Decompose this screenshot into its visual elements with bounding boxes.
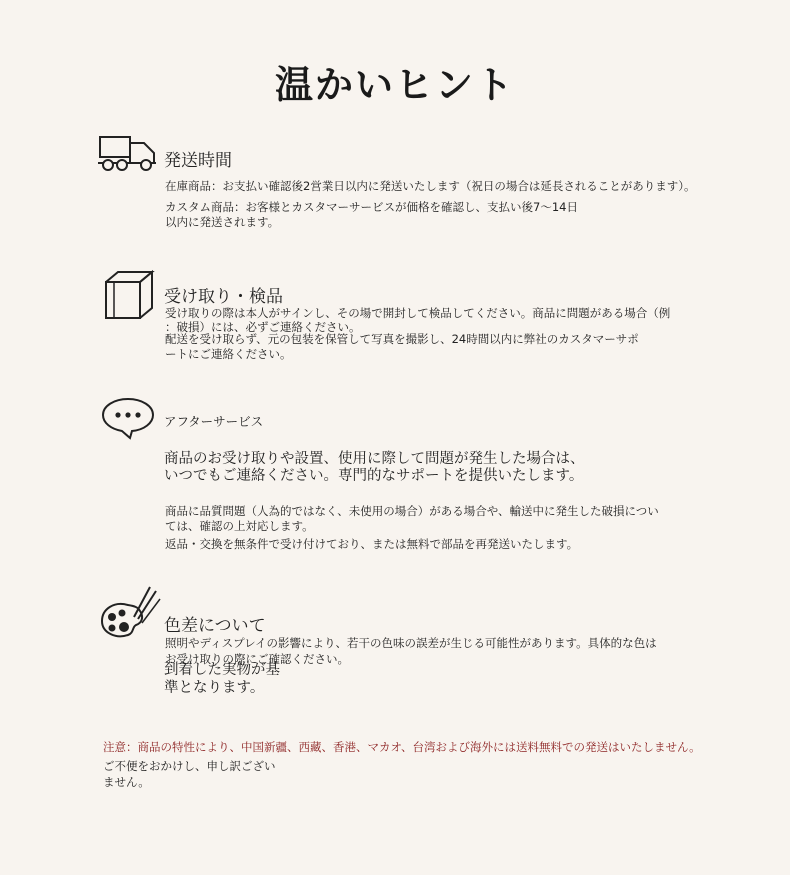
- after-sales-line-2: ては、確認の上対応します。: [165, 519, 314, 533]
- section-heading-receiving: 受け取り・検品: [164, 287, 283, 307]
- section-heading-after-sales: アフターサービス: [164, 414, 264, 429]
- page-title: 温かいヒント: [274, 63, 515, 107]
- after-sales-line-1: 商品に品質問題（人為的ではなく、未使用の場合）がある場合や、輸送中に発生した破損につい: [165, 504, 659, 518]
- receiving-line-2: ：破損）には、必ずご連絡ください。: [165, 320, 361, 334]
- after-sales-big-line-2: いつでもご連絡ください。専門的なサポートを提供いたします。: [164, 468, 584, 484]
- color-line-1: 照明やディスプレイの影響により、若干の色味の誤差が生じる可能性があります。具体的な色は: [165, 636, 657, 650]
- section-heading-shipping: 発送時間: [164, 151, 232, 171]
- notice-red-text: 注意：商品の特性により、中国新疆、西藏、香港、マカオ、台湾および海外には送料無料での発送はいたしません。: [103, 740, 701, 754]
- shipping-line-1: 在庫商品：お支払い確認後2営業日以内に発送いたします（祝日の場合は延長されることがあります）。: [165, 179, 696, 193]
- palette-icon: [98, 583, 162, 641]
- speech-bubble-icon: [100, 396, 156, 440]
- after-sales-line-3: 返品・交換を無条件で受け付けており、または無料で部品を再発送いたします。: [165, 537, 579, 551]
- shipping-line-2: カスタム商品：お客様とカスタマーサービスが価格を確認し、支払い後7〜14日: [165, 200, 578, 214]
- color-big-line-2: 準となります。: [164, 680, 265, 696]
- receiving-line-1: 受け取りの際は本人がサインし、その場で開封して検品してください。商品に問題がある場合（例: [165, 306, 671, 320]
- notice-apology-line-2: ません。: [103, 775, 150, 789]
- truck-icon: [96, 133, 160, 173]
- after-sales-big-line-1: 商品のお受け取りや設置、使用に際して問題が発生した場合は、: [164, 451, 585, 467]
- color-big-line-1: 到着した実物が基: [164, 662, 280, 678]
- box-icon: [100, 268, 158, 320]
- receiving-line-3: 配送を受け取らず、元の包装を保管して写真を撮影し、24時間以内に弊社のカスタマーサポ: [165, 332, 639, 346]
- receiving-line-4: ートにご連絡ください。: [165, 347, 292, 361]
- notice-apology-line-1: ご不便をおかけし、申し訳ござい: [103, 759, 276, 773]
- shipping-line-3: 以内に発送されます。: [165, 215, 280, 229]
- section-heading-color: 色差について: [164, 616, 266, 636]
- color-line-2: お受け取りの際にご確認ください。: [165, 652, 349, 666]
